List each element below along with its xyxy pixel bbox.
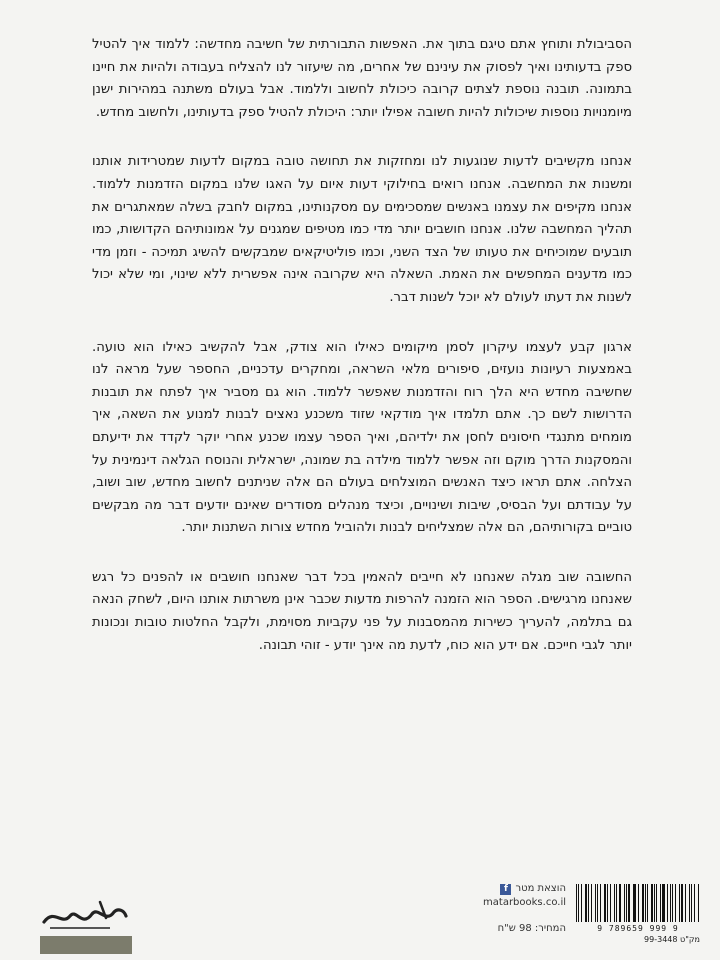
- paragraph: ארגון קבע לעצמו עיקרון לסמן מיקומים כאילו הוא צודק, אבל להקשיב כאילו הוא טועה. באמצעות רעיונות נועזים, סיפורים מלאי השראה, ומחקרים עדכניים, החספר שעל מראה לנו שחשיבה מחדש היא הלך רוח והזדמנות שאפשר ללמוד. הוא גם מסביר איך לפתח את תובנות הדרושות לשם כך. אתם תלמדו איך מודקאי שזוד משכנע נאצים לבנות למנוע את השאה, איך מומחים מתנגדי חיסונים לחסן את ילדיהם, ואיך הספר עצמו שכנע אחרי יוקר לקדד את ידיעתם והמסקנות הדרך מוקם וזה אפשר ללמוד מילדה בת שמונה, ישראלית והנוסח הגלאה דינמינית על הצלחה. אתם תראו כיצד האנשים המוצלחים בעולם הם אלה שניתנים לחשוב מחדש, שוב ושוב, על עבודתם ועל הבסיס, שיבות ושינויים, וכיצד מנהלים מסודרים שאינם יודעים דבר מה מבקשים טוביים בקורותיהם, הם אלה שמצליחים לבנות ולהוביל מחדש צורות השתנות יותר.: [92, 339, 632, 536]
- price-label: המחיר: 98 ש"ח: [497, 923, 566, 934]
- facebook-icon: f: [500, 884, 511, 895]
- paragraph: אנחנו מקשיבים לדעות שנוגעות לנו ומחזקות את תחושה טובה במקום לדעות שמטרידות אותנו ומשנות את המחשבה. אנחנו רואים בחילוקי דעות איום על האגו שלנו במקום הזדמנות ללמוד. אנחנו מקיפים את עצמנו באנשים שמסכימים עם מסקנותינו, במקום לחבק בשלה שמאתגרים את תהליך המחשבה שלנו. אנחנו חושבים יותר מדי כמו מטיפים שמגנים על אמונותיהם הקדושות, כמו תובעים שמוכיחים את טעותו של הצד השני, וכמו פוליטיקאים שמבקשים להשיג תמיכה - וזמן מדי כמו מדענים המחפשים את האמת. השאלה היא שקרובה אינה אפשרית ללא שינוי, ומי שלא יכול לשנות את דעתו לעולם לא יוכל לשנות דבר.: [92, 154, 632, 305]
- isbn-barcode: [576, 884, 700, 952]
- barcode-bars: [576, 884, 700, 922]
- paragraph: החשובה שוב מגלה שאנחנו לא חייבים להאמין בכל דבר שאנחנו חושבים או להפנים כל רגש שאנחנו מרגישים. הספר הוא הזמנה להרפות מדעות שכבר אינן משרתות אותנו היום, לשחק הנאה גם בתלמה, להעריך כשירות מהמסבנות על פני עקביות מסוימת, ולקבל החלטות טובות ונכונות יותר לגבי חייכם. אם ידע הוא כוח, לדעת מה אינך יודע - זוהי תבונה.: [92, 569, 632, 653]
- back-cover-text: [92, 34, 632, 657]
- publisher-name: הוצאת מטר: [515, 883, 566, 894]
- paragraph: הסביבולת ותוחץ אתם טיגם בתוך את. האפשות התבורתית של חשיבה מחדשה: ללמוד איך להטיל ספק בדעותינו ואיך לפסוק את עינינם של אחרים, מה שיעזור לנו להצליח בעבודה ולהיות את חיינו בתמונה. תובנה נוספת לצתים קרובה כיכולת לחשוב וללמוד. אבל בעולם משתנה במהירות ישנן מיומנויות נוספות שיכולות להיות חשובה אפילו יותר: היכולת להטיל ספק בדעותינו, ולחשוב מחדש.: [92, 37, 632, 120]
- logo-bar: [40, 936, 132, 954]
- catalog-number: מק"ט 99-3448: [644, 935, 700, 944]
- publisher-website[interactable]: matarbooks.co.il: [483, 897, 566, 908]
- publisher-info: [448, 882, 566, 936]
- publisher-logo: [40, 898, 130, 936]
- barcode-number: 9 789659 999 9: [597, 924, 679, 933]
